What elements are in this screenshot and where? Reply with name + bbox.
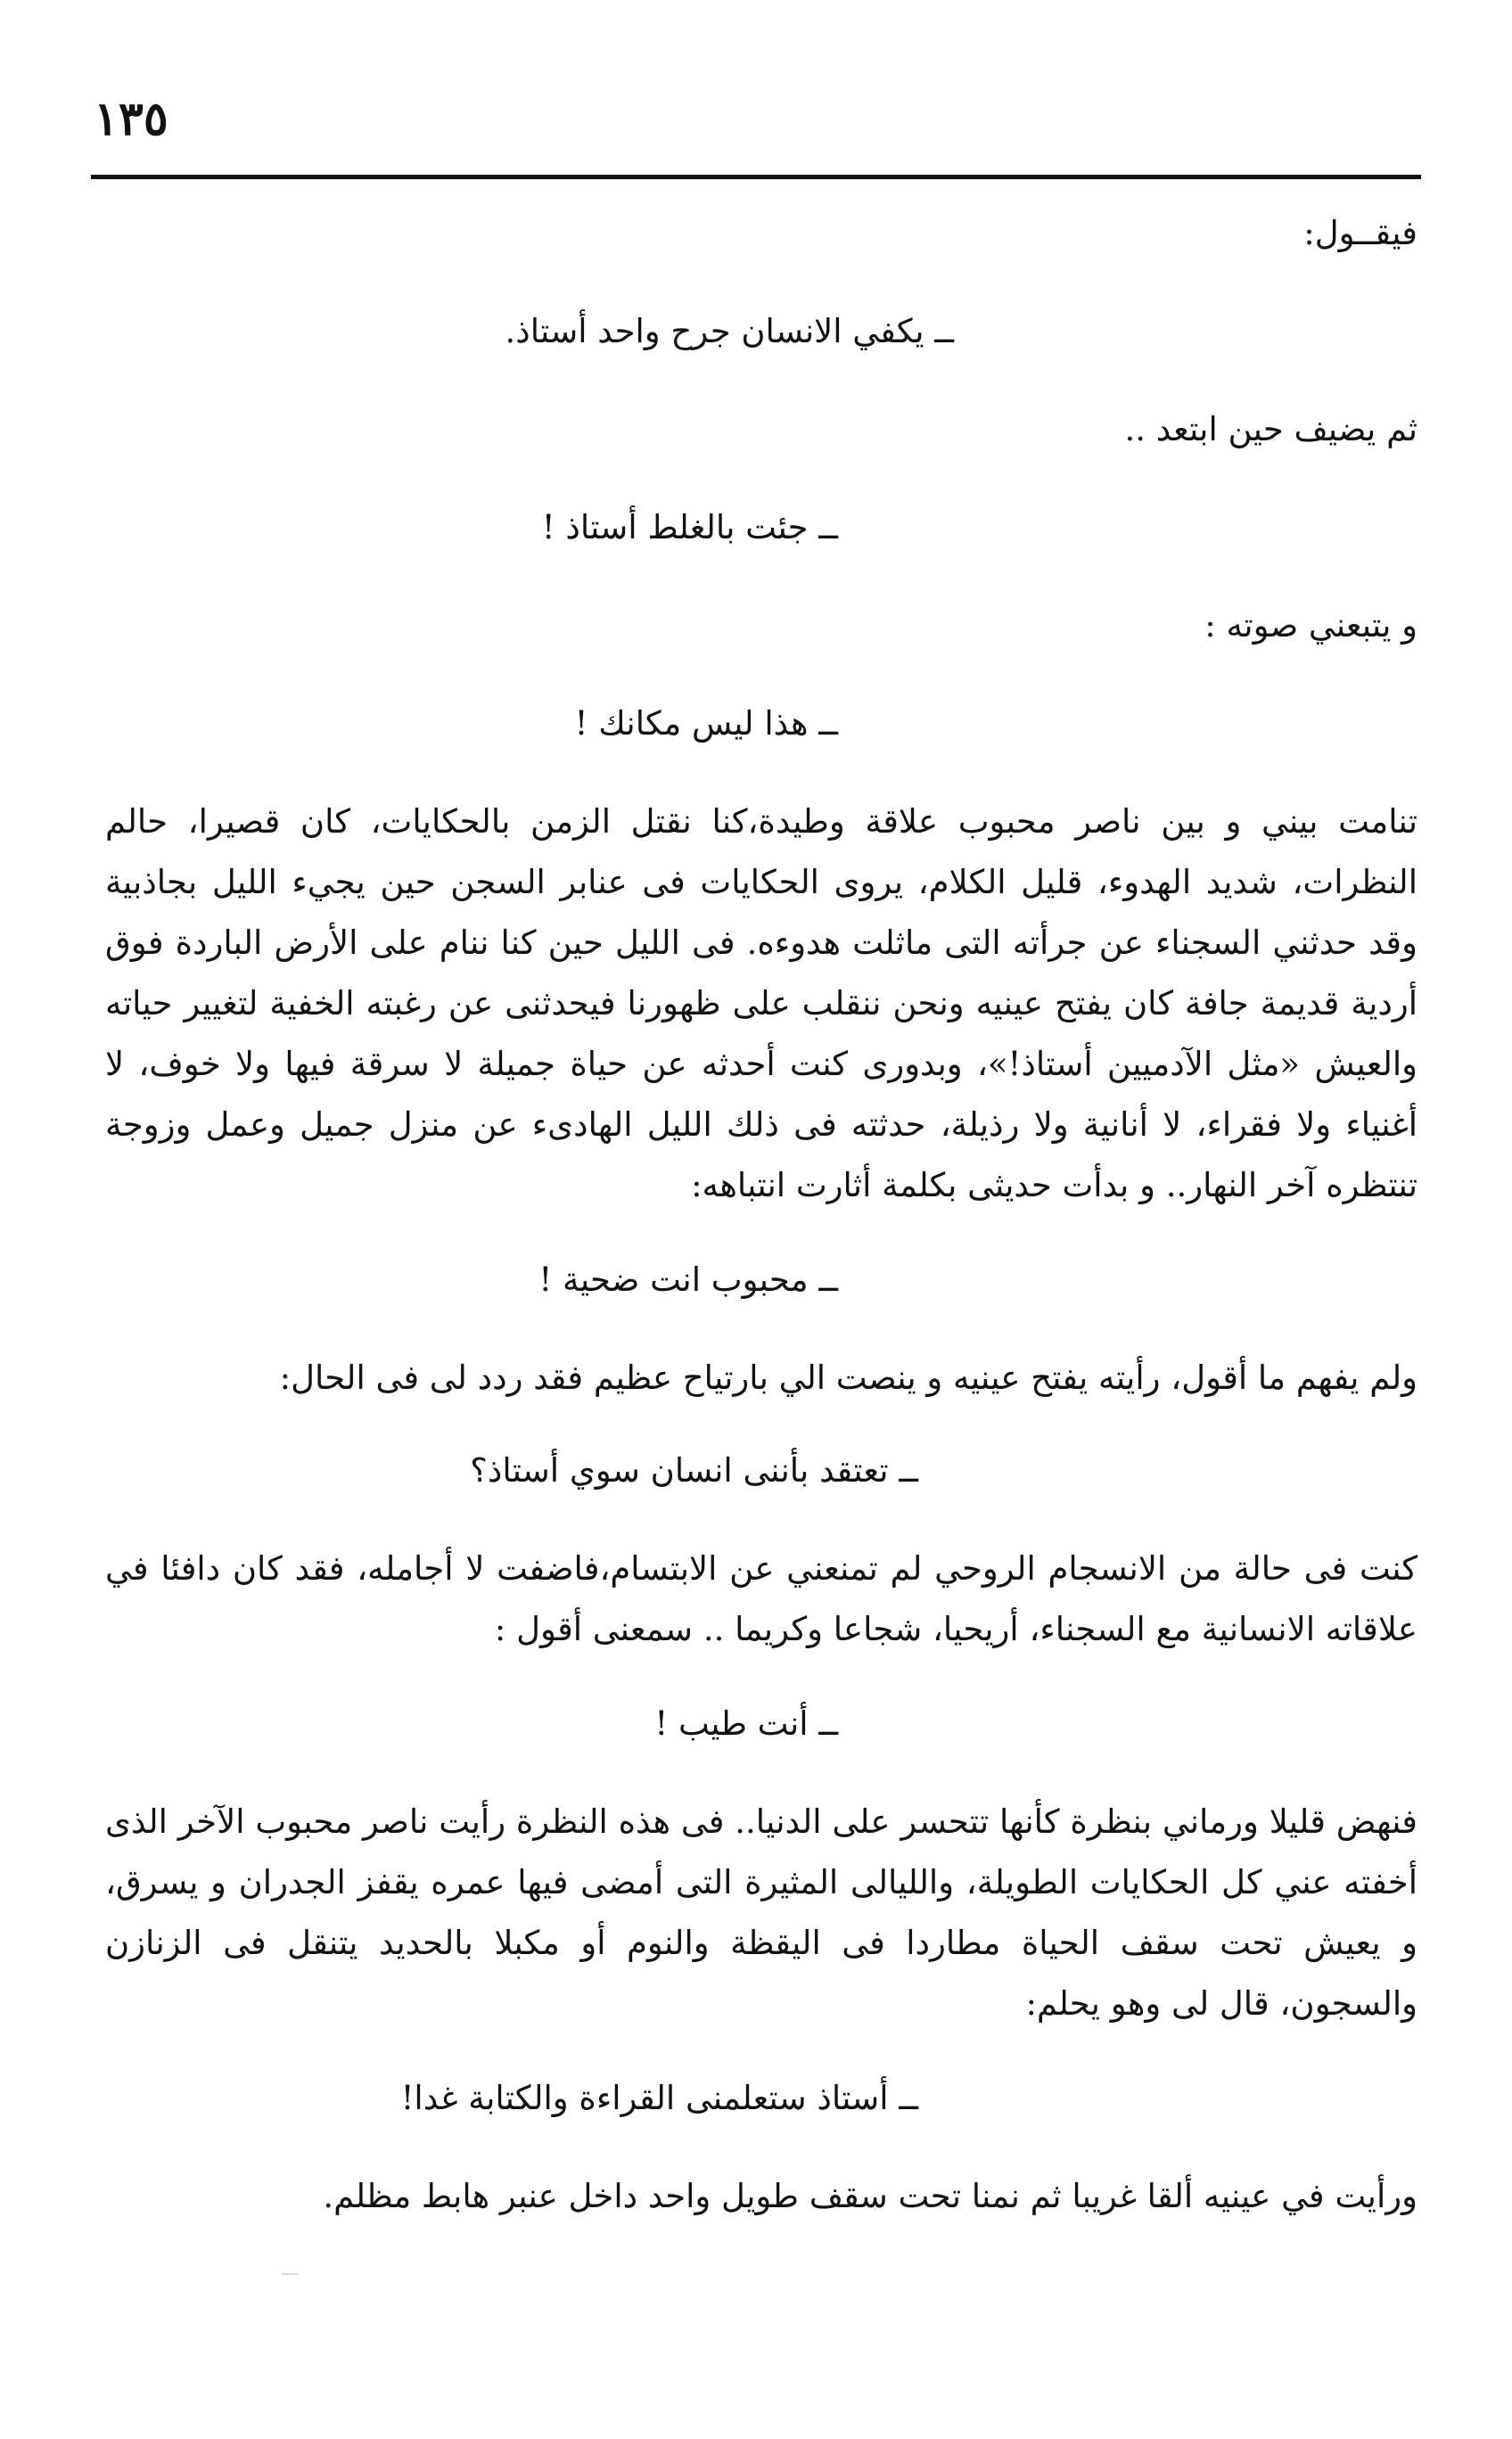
dialogue-line-4: ــ محبوب انت ضحية ! xyxy=(538,1261,838,1299)
speaker-line-3: و يتبعني صوته : xyxy=(1204,606,1418,645)
header-rule xyxy=(91,175,1421,179)
page-number: ١٣٥ xyxy=(94,92,168,146)
dialogue-line-1: ــ يكفي الانسان جرح واحد أستاذ. xyxy=(505,312,954,350)
speaker-line-2: ثم يضيف حين ابتعد .. xyxy=(1124,410,1418,448)
dialogue-line-7: ــ أستاذ ستعلمنى القراءة والكتابة غدا! xyxy=(400,2079,918,2117)
dialogue-line-2: ــ جئت بالغلط أستاذ ! xyxy=(541,508,838,546)
paragraph-4: فنهض قليلا ورماني بنظرة كأنها تتحسر على الدنيا.. فى هذه النظرة رأيت ناصر محبوب الآخر الذى أخفته عني كل الحكايات الطويلة، والليالى المثيرة التى أمضى فيها عمره يقفز الجدران و يسرق، و يعيش تحت سقف الحياة مطاردا فى اليقظة والنوم أو مكبلا بالحديد يتنقل فى الزنازن والسجون، قال لى وهو يحلم: xyxy=(105,1803,1418,2023)
paragraph-2: ولم يفهم ما أقول، رأيته يفتح عينيه و ينصت الي بارتياح عظيم فقد ردد لى فى الحال: xyxy=(279,1359,1418,1397)
page-content xyxy=(105,203,1418,2261)
speaker-line-1: فيقــول: xyxy=(1303,214,1418,252)
paragraph-1: تنامت بيني و بين ناصر محبوب علاقة وطيدة،كنا نقتل الزمن بالحكايات، كان قصيرا، حالم النظرات، شديد الهدوء، قليل الكلام، يروى الحكايات فى عنابر السجن حين يجيء الليل بجاذبية وقد حدثني السجناء عن جرأته التى ماثلت هدوءه. فى الليل حين كنا ننام على الأرض الباردة فوق أردية قديمة جافة كان يفتح عينيه ونحن ننقلب على ظهورنا فيحدثنى عن رغبته الخفية لتغيير حياته والعيش «مثل الآدميين أستاذ!»، وبدورى كنت أحدثه عن حياة جميلة لا سرقة فيها ولا خوف، لا أغنياء ولا فقراء، لا أنانية ولا رذيلة، حدثته فى ذلك الليل الهادىء عن منزل جميل وعمل وزوجة تنتظره آخر النهار.. و بدأت حديثى بكلمة أثارت انتباهه: xyxy=(105,802,1418,1204)
scan-mark xyxy=(282,2273,298,2275)
paragraph-3: كنت فى حالة من الانسجام الروحي لم تمنعني عن الابتسام،فاضفت لا أجامله، فقد كان دافئا في علاقاته الانسانية مع السجناء، أريحيا، شجاعا وكريما .. سمعنى أقول : xyxy=(105,1549,1418,1648)
dialogue-line-3: ــ هذا ليس مكانك ! xyxy=(574,704,838,743)
dialogue-line-5: ــ تعتقد بأننى انسان سوي أستاذ؟ xyxy=(470,1451,918,1490)
paragraph-5: ورأيت في عينيه ألقا غريبا ثم نمنا تحت سقف طويل واحد داخل عنبر هابط مظلم. xyxy=(323,2177,1418,2215)
dialogue-line-6: ــ أنت طيب ! xyxy=(654,1704,838,1743)
